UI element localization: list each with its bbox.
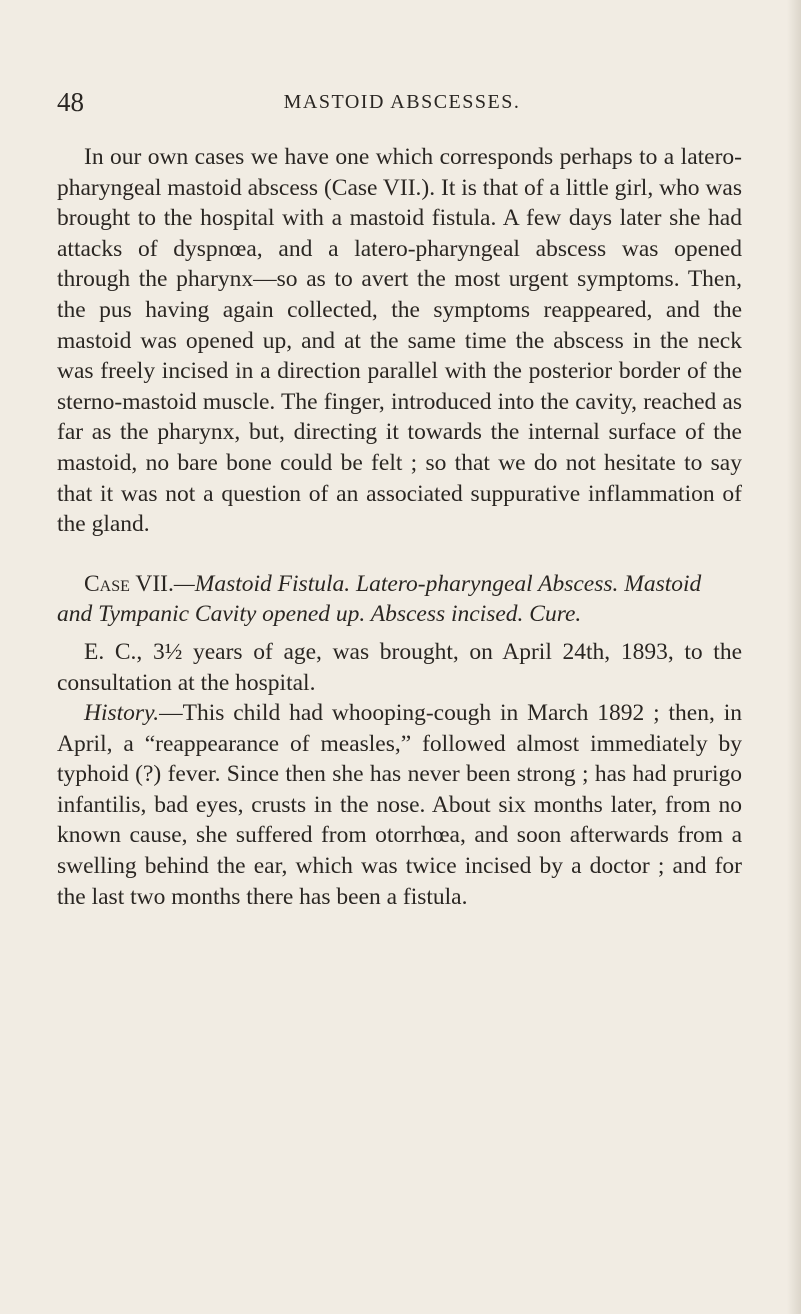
page-edge-shadow (787, 0, 801, 1314)
page-header (57, 84, 747, 120)
case-title: —Mastoid Fistula. Latero-pharyngeal Abscess. Mastoid and Tympanic Cavity opened up. Abscess incised. Cure. (57, 570, 702, 628)
case-heading (57, 569, 742, 630)
page-number: 48 (57, 87, 84, 117)
history-label: History. (84, 700, 160, 727)
history-text: —This child had whooping-cough in March 1892 ; then, in April, a “reappearance of measles,” followed almost immediately by typhoid (?) fever. Since then she has never been strong ; has had prurigo infantilis, bad eyes, crusts in the nose. About six months later, from no known cause, she suffered from otorrhœa, and soon afterwards from a swelling behind the ear, which was twice incised by a doctor ; and for the last two months there has been a fistula. (57, 700, 742, 910)
paragraph-intro: In our own cases we have one which corresponds perhaps to a latero-pharyngeal mastoid abscess (Case VII.). It is that of a little girl, who was brought to the hospital with a mastoid fistula. A few days later she had attacks of dyspnœa, and a latero-pharyngeal abscess was opened through the pharynx—so as to avert the most urgent symptoms. Then, the pus having again collected, the symptoms reappeared, and the mastoid was opened up, and at the same time the abscess in the neck was freely incised in a direction parallel with the posterior border of the sterno-mastoid muscle. The finger, introduced into the cavity, reached as far as the pharynx, but, directing it towards the internal surface of the mastoid, no bare bone could be felt ; so that we do not hesitate to say that it was not a question of an associated suppurative inflammation of the gland. (57, 144, 742, 538)
paragraph-patient: E. C., 3½ years of age, was brought, on April 24th, 1893, to the consultation at the hospital. (57, 638, 742, 696)
running-head: MASTOID ABSCESSES. (283, 91, 521, 113)
case-label: Case VII. (84, 570, 174, 597)
body-text (57, 142, 742, 912)
paragraph-history (57, 698, 742, 912)
